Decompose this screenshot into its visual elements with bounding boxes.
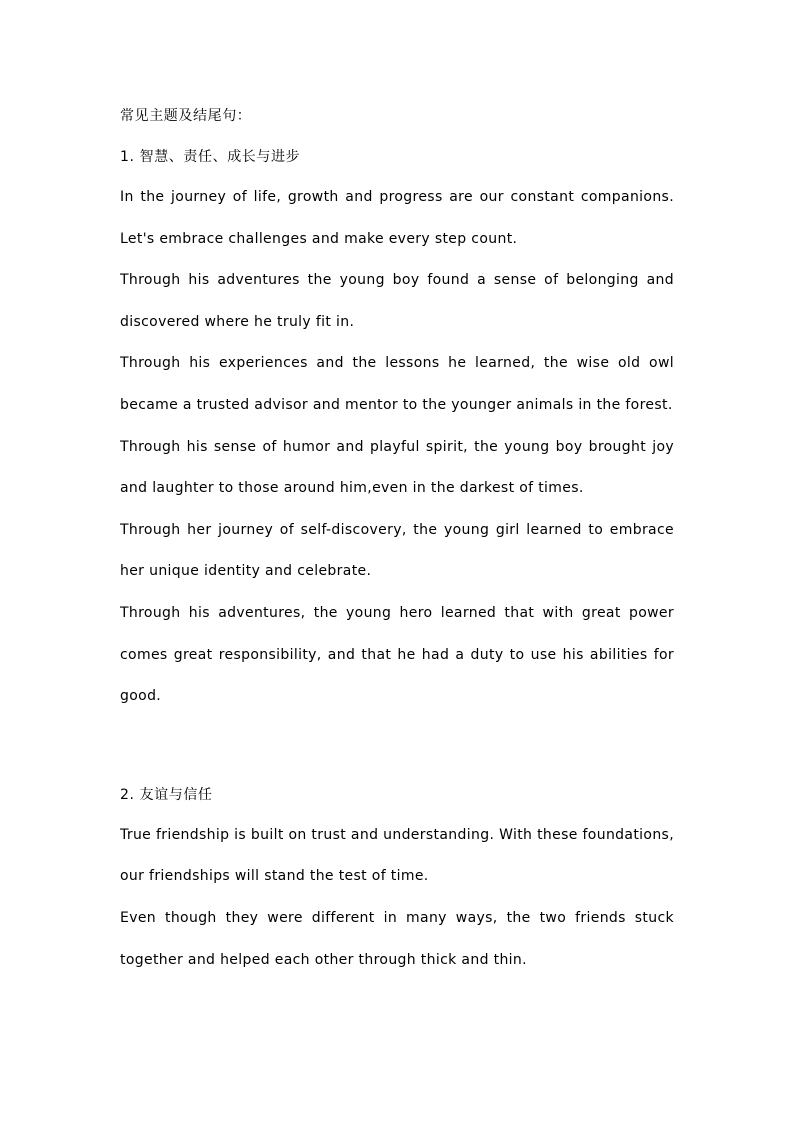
intro-heading: 常见主题及结尾句： <box>120 108 252 124</box>
text-line: together and helped each other through thick and thin. <box>120 951 527 968</box>
text-line: discovered where he truly fit in. <box>120 313 355 330</box>
section-heading: 1. 智慧、责任、成长与进步 <box>120 149 301 165</box>
text-line: comes great responsibility, and that he had a duty to use his abilities for <box>120 646 674 663</box>
text-line: good. <box>120 688 162 705</box>
text-line: True friendship is built on trust and understanding. With these foundations, <box>120 826 674 843</box>
text-line: Through his adventures the young boy found a sense of belonging and <box>120 272 674 289</box>
text-line: Through her journey of self-discovery, the young girl learned to embrace <box>120 521 674 538</box>
section-heading: 2. 友谊与信任 <box>120 786 213 803</box>
text-line: our friendships will stand the test of time. <box>120 868 429 885</box>
text-line: became a trusted advisor and mentor to the younger animals in the forest. <box>120 396 673 413</box>
document-page <box>120 104 674 989</box>
text-line: In the journey of life, growth and progress are our constant companions. <box>120 189 674 205</box>
text-line: Through his adventures, the young hero learned that with great power <box>120 604 674 621</box>
section-wisdom-growth <box>120 145 674 726</box>
text-line: Let's embrace challenges and make every step count. <box>120 230 518 247</box>
text-line: Through his sense of humor and playful spirit, the young boy brought joy <box>120 438 674 455</box>
section-spacer <box>120 726 674 783</box>
section-friendship-trust <box>120 783 674 989</box>
text-line: her unique identity and celebrate. <box>120 563 372 580</box>
text-line: Through his experiences and the lessons he learned, the wise old owl <box>120 355 674 372</box>
text-line: Even though they were different in many ways, the two friends stuck <box>120 909 674 926</box>
text-line: and laughter to those around him,even in the darkest of times. <box>120 480 584 497</box>
